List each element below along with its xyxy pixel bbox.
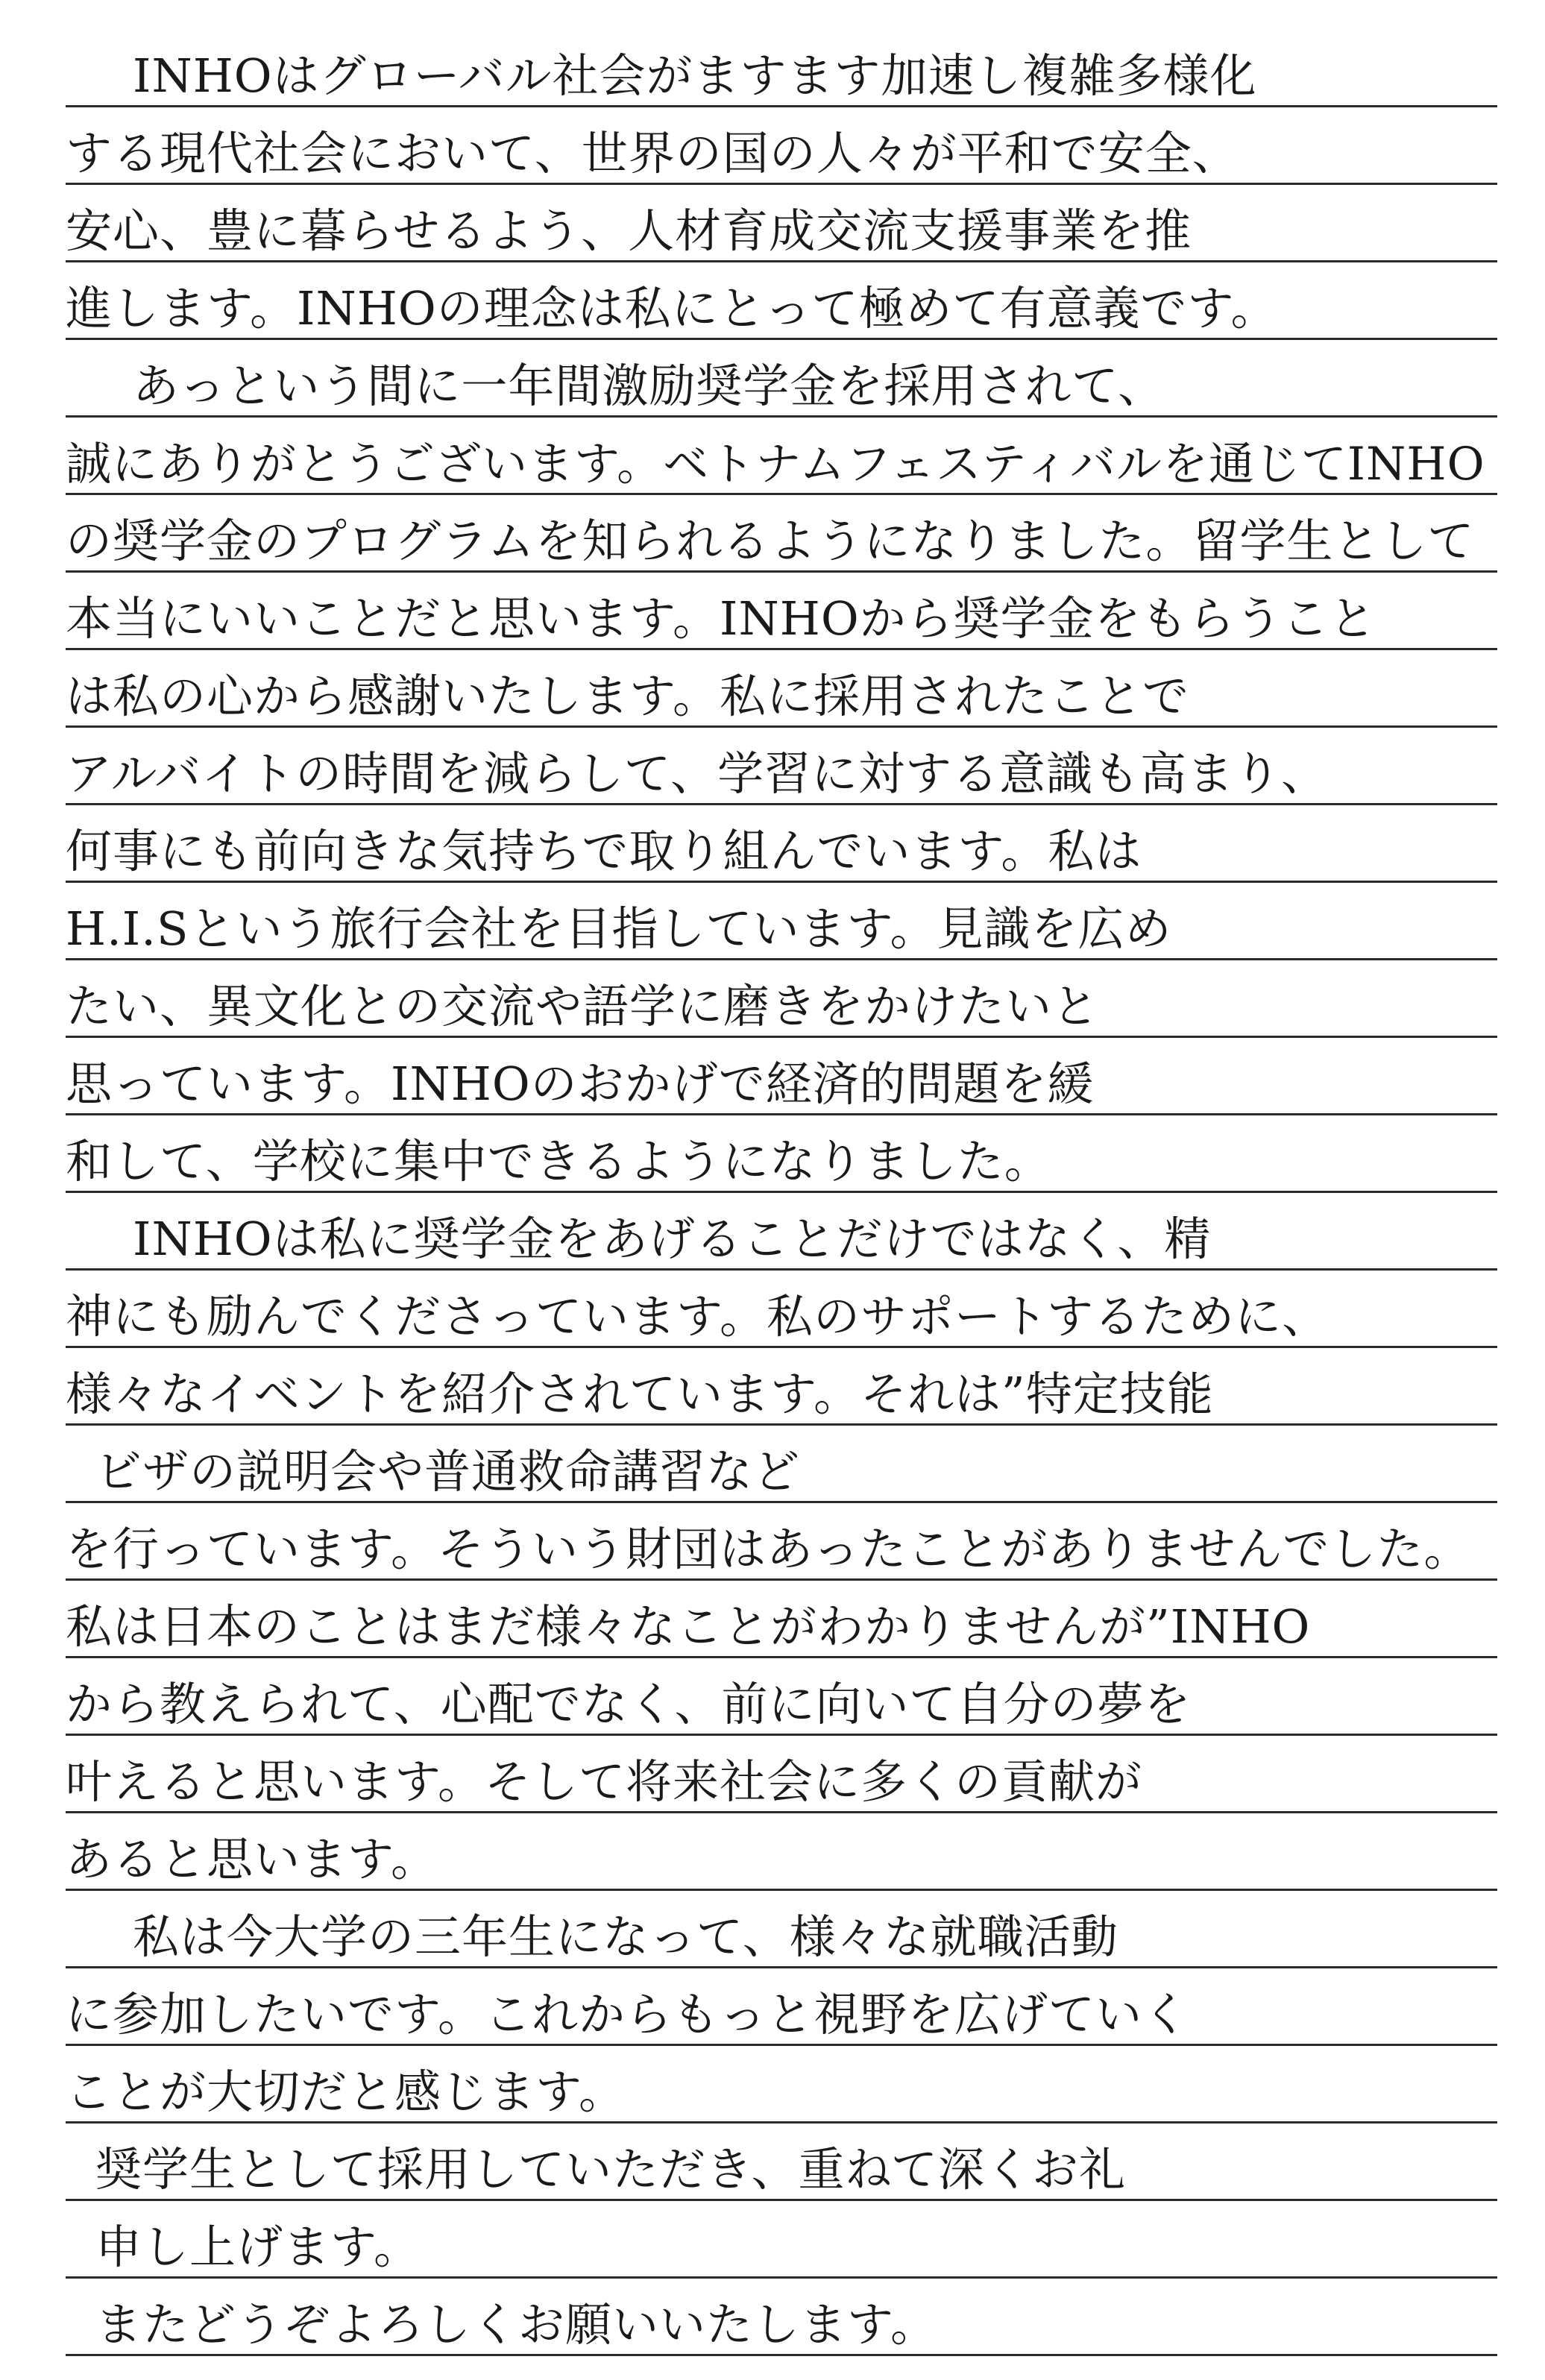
letter-line-text: あっという間に一年間激励奨学金を採用されて、 [133, 359, 1165, 413]
letter-line-text: 本当にいいことだと思います。INHOから奨学金をもらうこと [66, 591, 1376, 646]
letter-line-text: する現代社会において、世界の国の人々が平和で安全、 [66, 126, 1239, 180]
letter-line [66, 1658, 1497, 1736]
letter-line [66, 573, 1497, 650]
letter-line-text: 私は日本のことはまだ様々なことがわかりませんが”INHO [66, 1599, 1311, 1654]
letter-line [66, 1426, 1497, 1503]
letter-line [66, 2201, 1497, 2279]
letter-line [66, 2046, 1497, 2124]
letter-line-text: H.I.Sという旅行会社を目指しています。見識を広め [66, 901, 1172, 956]
letter-line-text: 奨学生として採用していただき、重ねて深くお礼 [95, 2142, 1126, 2197]
letter-line [66, 418, 1497, 495]
letter-line [66, 1348, 1497, 1426]
letter-line [66, 1115, 1497, 1193]
letter-line [66, 805, 1497, 883]
letter-line-text: を行っています。そういう財団はあったことがありませんでした。 [66, 1522, 1471, 1576]
letter-line-text: 何事にも前向きな気持ちで取り組んでいます。私は [66, 824, 1142, 878]
letter-line-text: 叶えると思います。そして将来社会に多くの貢献が [66, 1754, 1143, 1809]
letter-line [66, 495, 1497, 573]
letter-line [66, 340, 1497, 418]
letter-line [66, 1736, 1497, 1813]
letter-line [66, 2279, 1497, 2356]
letter-line-text: INHOはグローバル社会がますます加速し複雑多様化 [133, 48, 1257, 103]
letter-line-text: から教えられて、心配でなく、前に向いて自分の夢を [66, 1677, 1192, 1731]
letter-line-text: に参加したいです。これからもっと視野を広げていく [66, 1987, 1190, 2041]
letter-line-text: 和して、学校に集中できるようになりました。 [66, 1134, 1051, 1189]
letter-line [66, 728, 1497, 805]
letter-line-text: 進します。INHOの理念は私にとって極めて有意義です。 [66, 281, 1278, 336]
letter-line [66, 1271, 1497, 1348]
letter-line-text: 誠にありがとうございます。ベトナムフェスティバルを通じてINHO [66, 438, 1485, 491]
letter-line-text: 思っています。INHOのおかげで経済的問題を緩 [66, 1057, 1095, 1111]
letter-line [66, 30, 1497, 107]
letter-lines [66, 30, 1497, 2356]
letter-line-text: 私は今大学の三年生になって、様々な就職活動 [133, 1910, 1118, 1964]
letter-line-text: INHOは私に奨学金をあげることだけではなく、精 [133, 1212, 1212, 1266]
letter-line-text: 申し上げます。 [95, 2220, 421, 2274]
letter-line-text: あると思います。 [66, 1832, 438, 1886]
letter-line [66, 1891, 1497, 1968]
letter-line-text: たい、異文化との交流や語学に磨きをかけたいと [66, 979, 1100, 1033]
letter-line-text: は私の心から感謝いたします。私に採用されたことで [66, 669, 1190, 723]
letter-line-text: またどうぞよろしくお願いいたします。 [95, 2297, 938, 2352]
letter-line [66, 185, 1497, 262]
letter-line [66, 1038, 1497, 1115]
letter-line [66, 1581, 1497, 1658]
letter-line-text: 神にも励んでくださっています。私のサポートするために、 [66, 1289, 1330, 1344]
letter-line [66, 960, 1497, 1038]
letter-line [66, 650, 1497, 728]
letter-line [66, 262, 1497, 340]
letter-line [66, 1503, 1497, 1581]
letter-line-text: ビザの説明会や普通救命講習など [95, 1444, 801, 1499]
letter-line-text: 安心、豊に暮らせるよう、人材育成交流支援事業を推 [66, 204, 1192, 258]
letter-line [66, 883, 1497, 960]
letter-line [66, 107, 1497, 185]
letter-line [66, 2124, 1497, 2201]
letter-line [66, 1968, 1497, 2046]
letter-line [66, 1813, 1497, 1891]
letter-line-text: 様々なイベントを紹介されています。それは”特定技能 [66, 1367, 1214, 1421]
letter-line-text: の奨学金のプログラムを知られるようになりました。留学生として [66, 514, 1475, 568]
letter-line [66, 1193, 1497, 1271]
letter-line-text: ことが大切だと感じます。 [66, 2065, 626, 2119]
letter-line-text: アルバイトの時間を減らして、学習に対する意識も高まり、 [66, 746, 1328, 801]
